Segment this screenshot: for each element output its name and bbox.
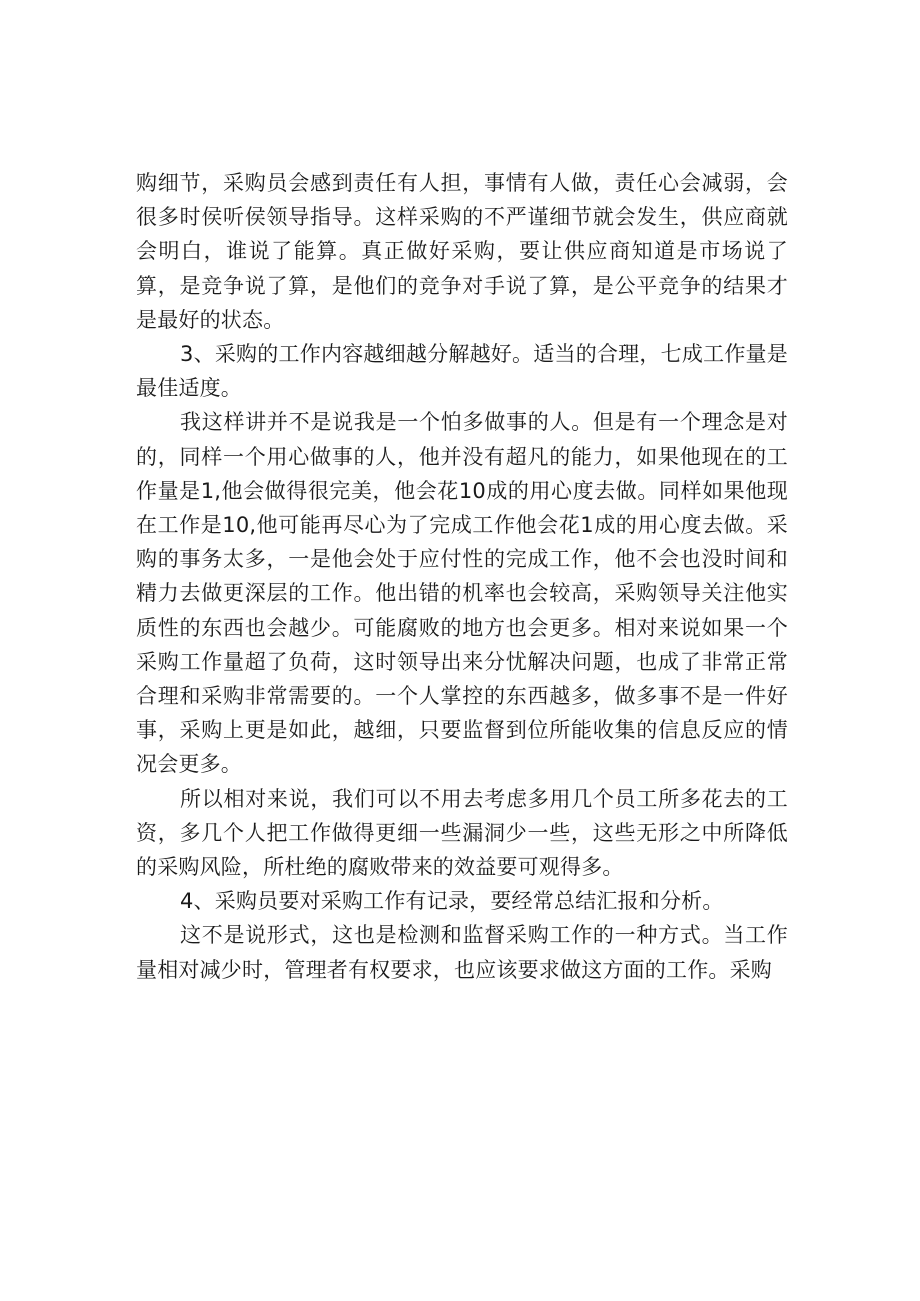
paragraph-continuation: 购细节，采购员会感到责任有人担，事情有人做，责任心会减弱，会很多时侯听侯领导指导。这样采购的不严谨细节就会发生，供应商就会明白，谁说了能算。真正做好采购，要让供应商知道是市场说了算，是竞争说了算，是他们的竞争对手说了算，是公平竞争的结果才是最好的状态。	[136, 171, 788, 332]
paragraph-conclusion: 所以相对来说，我们可以不用去考虑多用几个员工所多花去的工资，多几个人把工作做得更细一些漏洞少一些，这些无形之中所降低的采购风险，所杜绝的腐败带来的效益要可观得多。	[136, 786, 788, 880]
paragraph-point-4: 4、采购员要对采购工作有记录，要经常总结汇报和分析。	[180, 889, 724, 914]
paragraph-point-3: 3、采购的工作内容越细越分解越好。适当的合理，七成工作量是最佳适度。	[136, 342, 788, 401]
paragraph-explanation: 我这样讲并不是说我是一个怕多做事的人。但是有一个理念是对的，同样一个用心做事的人，他并没有超凡的能力，如果他现在的工作量是1,他会做得很完美，他会花10成的用心度去做。同样如果他现在工作是10,他可能再尽心为了完成工作他会花1成的用心度去做。采购的事务太多，一是他会处于应付性的完成工作，他不会也没时间和精力去做更深层的工作。他出错的机率也会较高，采购领导关注他实质性的东西也会越少。可能腐败的地方也会更多。相对来说如果一个采购工作量超了负荷，这时领导出来分忧解决问题，也成了非常正常合理和采购非常需要的。一个人掌控的东西越多，做多事不是一件好事，采购上更是如此，越细，只要监督到位所能收集的信息反应的情况会更多。	[136, 410, 788, 777]
document-body	[136, 166, 788, 987]
paragraph-point-4-detail: 这不是说形式，这也是检测和监督采购工作的一种方式。当工作量相对减少时，管理者有权要求，也应该要求做这方面的工作。采购	[136, 923, 788, 982]
